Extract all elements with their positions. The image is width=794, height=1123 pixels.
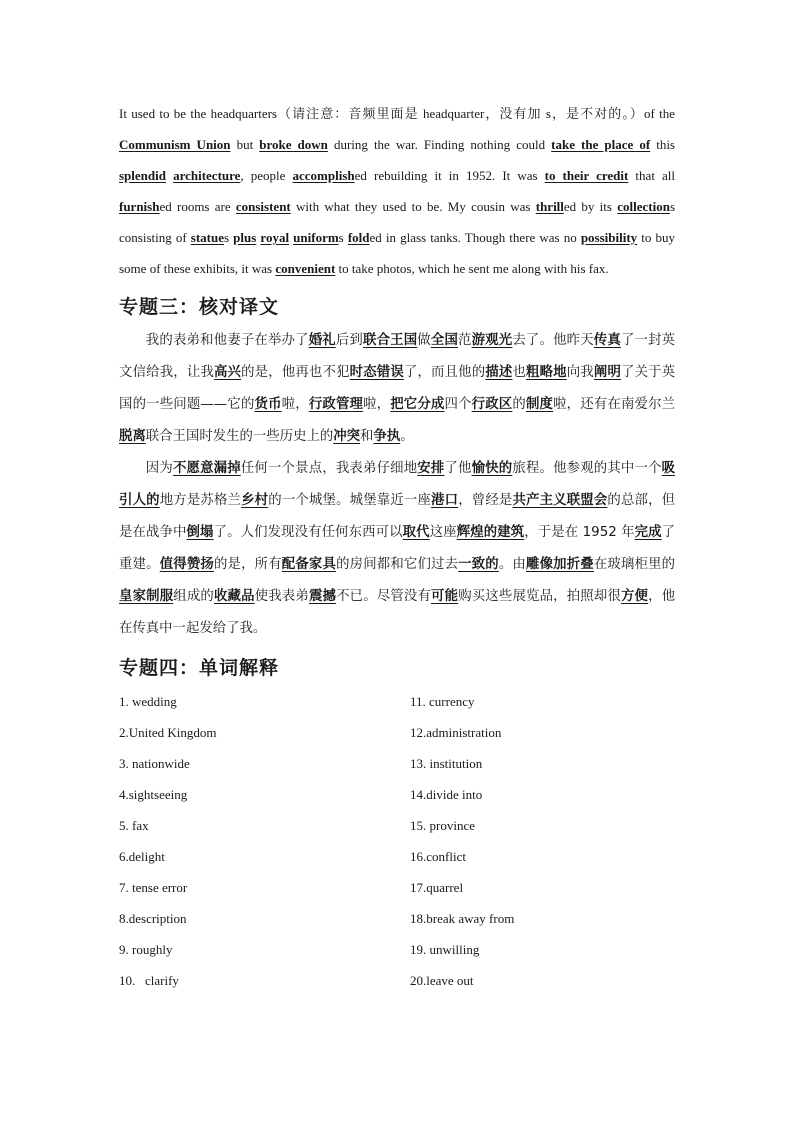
english-passage	[119, 98, 675, 284]
highlighted-term: furnish	[119, 199, 160, 214]
highlighted-term: 制度	[525, 397, 554, 412]
highlighted-term: 传真	[593, 333, 621, 348]
text-run: 啦，	[363, 397, 391, 412]
highlighted-term: 收藏品	[213, 589, 255, 604]
highlighted-term: 倒塌	[186, 525, 214, 540]
text-run: during the war. Finding nothing could	[327, 137, 552, 152]
highlighted-term: collection	[617, 199, 670, 214]
vocab-item: 6.delight	[119, 849, 165, 864]
highlighted-term: 安排	[417, 461, 445, 476]
vocab-item: 20.leave out	[410, 973, 474, 988]
text-run: 这座	[429, 525, 457, 540]
highlighted-term: statue	[190, 230, 224, 245]
text-run: 使我表弟	[254, 589, 309, 604]
highlighted-term: 描述	[485, 365, 513, 380]
section-title-4: 专题四：单词解释	[119, 657, 280, 679]
text-run: 后到	[335, 333, 363, 348]
vocabulary-list	[119, 686, 675, 996]
text-run: 联合王国时发生的一些历史上的	[145, 429, 334, 444]
text-run: to buy some of these exhibits, it was	[119, 230, 676, 276]
highlighted-term: 一致的	[458, 557, 499, 572]
text-run: 去了。他昨天	[512, 333, 594, 348]
highlighted-term: 震撼	[308, 589, 337, 604]
highlighted-term: 雕像加折叠	[526, 557, 594, 572]
highlighted-term: 港口	[431, 493, 459, 508]
text-run: ed by its	[563, 199, 618, 214]
text-run: with what they used to be. My cousin was	[290, 199, 536, 214]
text-run: 在玻璃柜里的	[593, 557, 676, 572]
text-run: ，曾经是	[458, 493, 513, 508]
highlighted-term: 辉煌的建筑	[456, 525, 525, 540]
highlighted-term: plus	[233, 230, 257, 245]
text-run: 了，而且他的	[403, 365, 486, 380]
highlighted-term: 共产主义联盟会	[512, 493, 608, 508]
highlighted-term: 配备家具	[281, 557, 337, 572]
text-run: 。	[400, 429, 414, 444]
text-run: 啦，还有在南爱尔兰	[553, 397, 676, 412]
highlighted-term: 货币	[254, 397, 282, 412]
text-run: ed rebuilding it in 1952. It was	[354, 168, 545, 183]
text-run: 的总部，但是在战争中	[119, 493, 676, 540]
text-run	[166, 168, 173, 183]
highlighted-term: 方便	[620, 589, 649, 604]
text-run: 因为	[145, 461, 173, 476]
text-run: 和	[360, 429, 374, 444]
highlighted-term: 粗略地	[526, 365, 567, 380]
text-run: 了关于英国的一些问题——它的	[119, 365, 676, 412]
vocab-item: 2.United Kingdom	[119, 725, 217, 740]
text-run: 购买这些展览品，拍照却很	[458, 589, 621, 604]
vocab-item: 16.conflict	[410, 849, 466, 864]
text-run: 我的表弟和他妻子在举办了	[145, 333, 309, 348]
highlighted-term: splendid	[119, 168, 166, 183]
text-run: ed rooms are	[159, 199, 236, 214]
vocab-item: 12.administration	[410, 725, 502, 740]
vocab-item: 15. province	[410, 818, 475, 833]
section-title-3: 专题三：核对译文	[119, 296, 280, 318]
text-run: 也	[512, 365, 527, 380]
text-run: 的是，他再也不犯	[241, 365, 350, 380]
text-run: 组成的	[173, 589, 214, 604]
text-run: 旅程。他参观的其中一个	[512, 461, 662, 476]
highlighted-term: 冲突	[333, 429, 361, 444]
page-content	[119, 98, 675, 996]
vocab-item: 10. clarify	[119, 973, 179, 988]
highlighted-term: 联合王国	[363, 333, 418, 348]
highlighted-term: 皇家制服	[119, 589, 174, 604]
text-run: 了。人们发现没有任何东西可以	[213, 525, 403, 540]
vocab-item: 9. roughly	[119, 942, 173, 957]
text-run: 的是，所有	[213, 557, 282, 572]
highlighted-term: 完成	[634, 525, 662, 540]
text-run: to take photos, which he sent me along with his fax.	[335, 261, 609, 276]
text-run: 范	[458, 333, 472, 348]
text-run: It used to be the headquarters（请注意：音频里面是 headquarter，没有加 s，是不对的。）of the	[119, 106, 675, 121]
text-run: 地方是苏格兰	[159, 493, 242, 508]
vocab-item: 4.sightseeing	[119, 787, 188, 802]
text-run: ，他在传真中一起发给了我。	[119, 589, 676, 636]
highlighted-term: possibility	[580, 230, 638, 245]
translation-paragraph-1	[119, 325, 675, 453]
text-run: 任何一个景点，我表弟仔细地	[240, 461, 418, 476]
highlighted-term: 阐明	[593, 365, 622, 380]
vocab-item: 3. nationwide	[119, 756, 190, 771]
vocab-item: 11. currency	[410, 694, 475, 709]
vocab-item: 1. wedding	[119, 694, 177, 709]
vocab-item: 5. fax	[119, 818, 149, 833]
highlighted-term: 愉快的	[471, 461, 513, 476]
text-run: 做	[417, 333, 431, 348]
text-run: 的房间都和它们过去	[336, 557, 459, 572]
text-run: that all	[628, 168, 676, 183]
vocab-item: 17.quarrel	[410, 880, 464, 895]
highlighted-term: 时态错误	[349, 365, 404, 380]
text-run: ，于是在 1952 年	[524, 525, 635, 540]
highlighted-term: 高兴	[213, 365, 242, 380]
highlighted-term: accomplish	[292, 168, 355, 183]
highlighted-term: 全国	[430, 333, 459, 348]
text-run: s	[338, 230, 348, 245]
text-run: 了重建。	[119, 525, 676, 572]
highlighted-term: convenient	[275, 261, 336, 276]
text-run: 的	[512, 397, 526, 412]
text-run: 四个	[444, 397, 472, 412]
vocab-item: 8.description	[119, 911, 187, 926]
highlighted-term: Communism Union	[119, 137, 231, 152]
highlighted-term: take the place of	[551, 137, 651, 152]
highlighted-term: 取代	[402, 525, 430, 540]
highlighted-term: 行政管理	[308, 397, 364, 412]
text-run: s consisting of	[119, 199, 675, 245]
highlighted-term: fold	[347, 230, 370, 245]
text-run: , people	[240, 168, 293, 183]
highlighted-term: 脱离	[119, 429, 146, 444]
highlighted-term: broke down	[259, 137, 328, 152]
text-run: 了他	[444, 461, 472, 476]
vocab-item: 13. institution	[410, 756, 483, 771]
highlighted-term: architecture	[173, 168, 241, 183]
highlighted-term: uniform	[293, 230, 339, 245]
highlighted-term: 争执	[373, 429, 401, 444]
vocab-item: 14.divide into	[410, 787, 483, 802]
text-run: 向我	[566, 365, 594, 380]
highlighted-term: 把它分成	[390, 397, 445, 412]
highlighted-term: consistent	[235, 199, 291, 214]
text-run: 了一封英文信给我，让我	[119, 333, 676, 380]
highlighted-term: 婚礼	[308, 333, 336, 348]
text-run: 啦，	[281, 397, 309, 412]
highlighted-term: royal	[260, 230, 290, 245]
vocab-item: 18.break away from	[410, 911, 515, 926]
text-run: 不已。尽管没有	[336, 589, 432, 604]
text-run: but	[230, 137, 260, 152]
highlighted-term: 乡村	[241, 493, 269, 508]
text-run: 的一个城堡。城堡靠近一座	[268, 493, 432, 508]
translation-paragraph-2	[119, 453, 675, 645]
text-run: s	[223, 230, 234, 245]
vocab-item: 19. unwilling	[410, 942, 480, 957]
highlighted-term: 不愿意漏掉	[172, 461, 241, 476]
highlighted-term: to their credit	[544, 168, 629, 183]
highlighted-term: 吸引人的	[119, 461, 676, 508]
highlighted-term: 可能	[431, 589, 459, 604]
highlighted-term: 行政区	[471, 397, 513, 412]
text-run: ed in glass tanks. Though there was no	[369, 230, 581, 245]
text-run: 。由	[498, 557, 526, 572]
highlighted-term: thrill	[535, 199, 564, 214]
vocab-item: 7. tense error	[119, 880, 188, 895]
text-run: this	[650, 137, 675, 152]
highlighted-term: 值得赞扬	[159, 557, 214, 572]
highlighted-term: 游观光	[471, 333, 513, 348]
